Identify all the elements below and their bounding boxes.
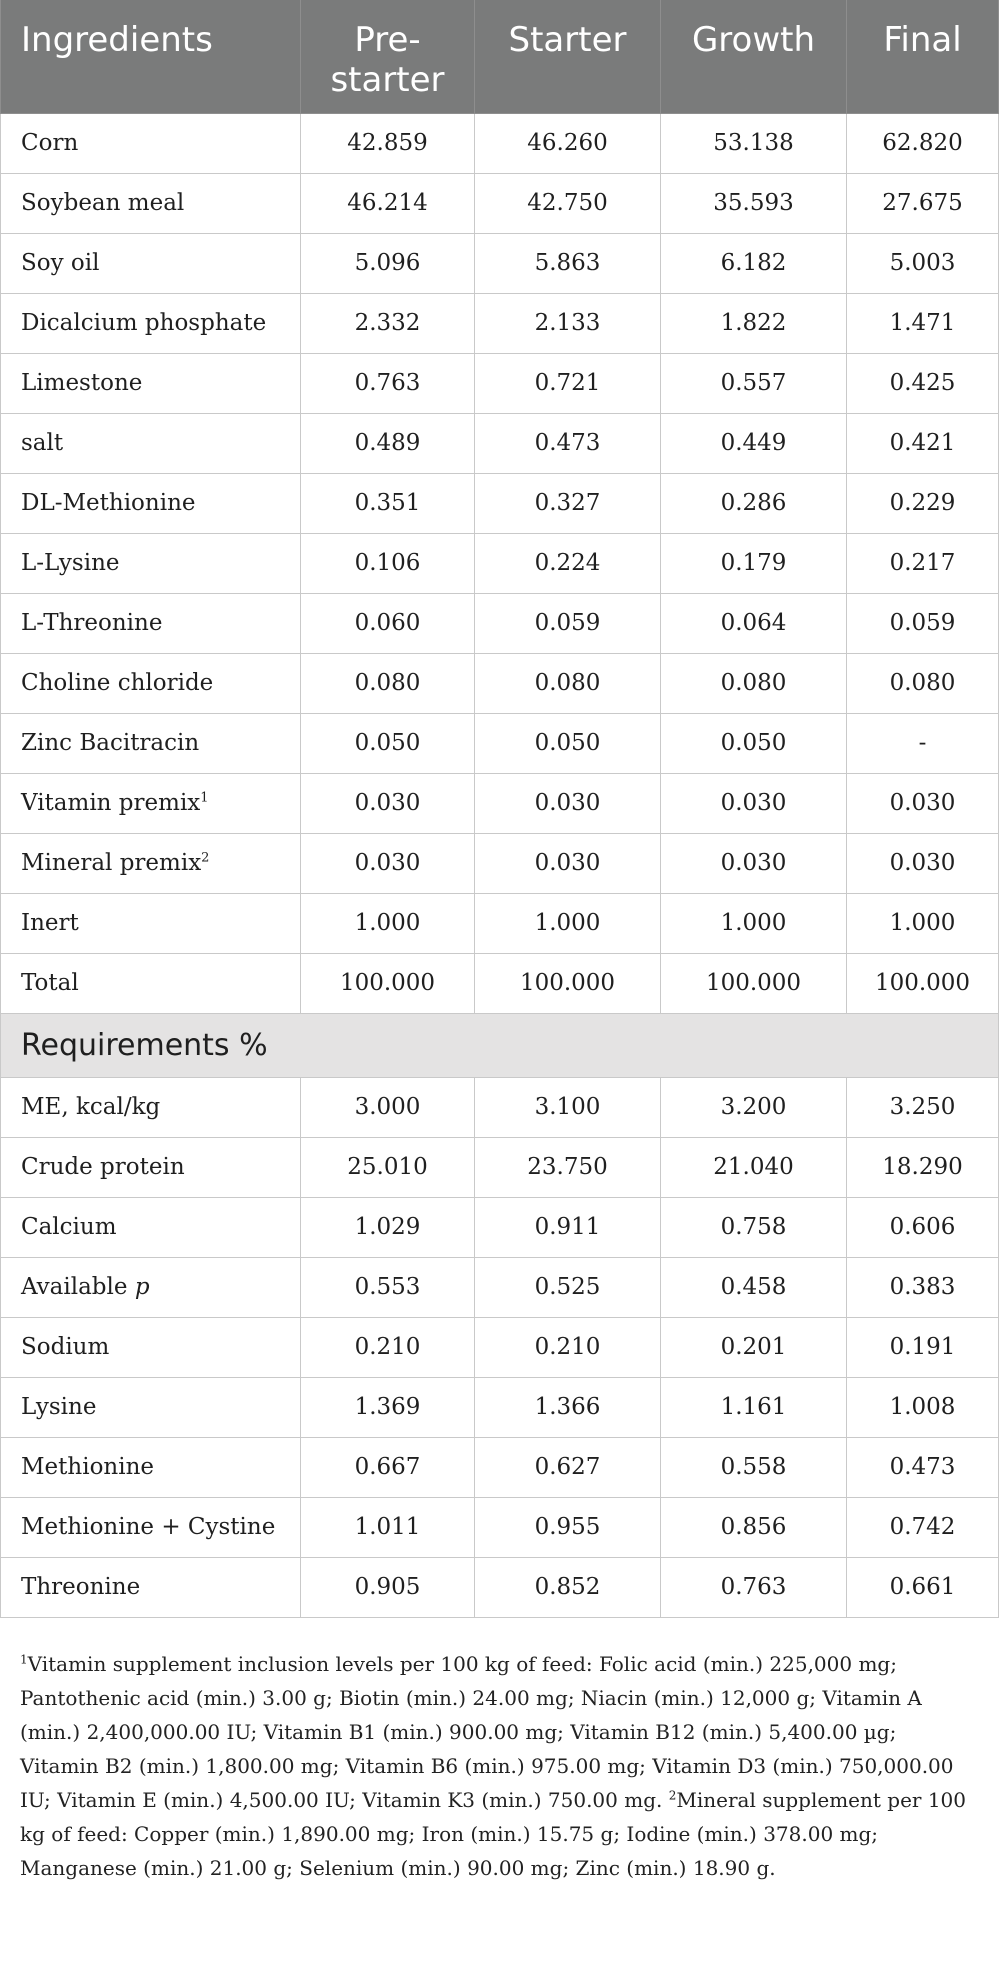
row-label-text: Dicalcium phosphate [21, 310, 267, 336]
table-row [1, 1137, 999, 1197]
value-cell: 0.458 [661, 1257, 847, 1317]
value-cell: 0.351 [301, 473, 475, 533]
value-cell: 62.820 [847, 113, 999, 173]
value-cell: 1.000 [475, 893, 661, 953]
value-cell: 100.000 [475, 953, 661, 1013]
value-cell: 0.210 [301, 1317, 475, 1377]
row-label [1, 1317, 301, 1377]
value-cell: 0.606 [847, 1197, 999, 1257]
value-cell: - [847, 713, 999, 773]
value-cell: 100.000 [661, 953, 847, 1013]
row-label [1, 713, 301, 773]
row-label-text: Available [21, 1274, 135, 1300]
row-label-text: Total [21, 970, 79, 996]
column-header: Pre- starter [301, 0, 475, 113]
italic-symbol: p [134, 1274, 150, 1300]
table-row [1, 233, 999, 293]
row-label-text: Crude protein [21, 1154, 185, 1180]
requirements-section-row [1, 1013, 999, 1077]
row-label [1, 1197, 301, 1257]
row-label [1, 1497, 301, 1557]
value-cell: 0.763 [301, 353, 475, 413]
column-header: Final [847, 0, 999, 113]
value-cell: 0.421 [847, 413, 999, 473]
value-cell: 0.489 [301, 413, 475, 473]
footnote-1-text: Vitamin supplement inclusion levels per 100 kg of feed: Folic acid (min.) 225,000 mg; Pantothenic acid (min.) 3.00 g; Biotin (min.) 24.00 mg; Niacin (min.) 12,000 g; Vitamin A (min.) 2,400,000.00 IU; Vitamin B1 (min.) 900.00 mg; Vitamin B12 (min.) 5,400.00 µg; Vitamin B2 (min.) 1,800.00 mg; Vitamin B6 (min.) 975.00 mg; Vitamin D3 (min.) 750,000.00 IU; Vitamin E (min.) 4,500.00 IU; Vitamin K3 (min.) 750.00 mg. [20, 1652, 954, 1812]
table-row [1, 1197, 999, 1257]
row-label [1, 1137, 301, 1197]
value-cell: 0.229 [847, 473, 999, 533]
value-cell: 23.750 [475, 1137, 661, 1197]
value-cell: 0.449 [661, 413, 847, 473]
row-label [1, 413, 301, 473]
row-label [1, 233, 301, 293]
row-label-text: Methionine + Cystine [21, 1514, 276, 1540]
row-label-text: salt [21, 430, 64, 456]
value-cell: 0.525 [475, 1257, 661, 1317]
row-label-text: Lysine [21, 1394, 97, 1420]
value-cell: 21.040 [661, 1137, 847, 1197]
value-cell: 0.050 [301, 713, 475, 773]
column-header: Growth [661, 0, 847, 113]
value-cell: 3.250 [847, 1077, 999, 1137]
row-label-text: ME, kcal/kg [21, 1094, 161, 1120]
value-cell: 0.080 [847, 653, 999, 713]
value-cell: 46.214 [301, 173, 475, 233]
value-cell: 2.133 [475, 293, 661, 353]
value-cell: 0.852 [475, 1557, 661, 1617]
value-cell: 0.425 [847, 353, 999, 413]
table-header [1, 0, 999, 113]
row-label [1, 593, 301, 653]
value-cell: 0.383 [847, 1257, 999, 1317]
row-label [1, 893, 301, 953]
row-label [1, 293, 301, 353]
value-cell: 0.627 [475, 1437, 661, 1497]
row-label [1, 773, 301, 833]
row-label [1, 113, 301, 173]
value-cell: 0.763 [661, 1557, 847, 1617]
table-row [1, 1317, 999, 1377]
row-label [1, 353, 301, 413]
value-cell: 1.011 [301, 1497, 475, 1557]
row-label-text: Threonine [21, 1574, 141, 1600]
value-cell: 6.182 [661, 233, 847, 293]
table-row [1, 293, 999, 353]
value-cell: 46.260 [475, 113, 661, 173]
column-header: Starter [475, 0, 661, 113]
table-row [1, 173, 999, 233]
value-cell: 18.290 [847, 1137, 999, 1197]
value-cell: 0.080 [475, 653, 661, 713]
value-cell: 0.327 [475, 473, 661, 533]
value-cell: 0.856 [661, 1497, 847, 1557]
footnote-marker: 2 [201, 850, 210, 866]
table-row [1, 1377, 999, 1437]
value-cell: 0.064 [661, 593, 847, 653]
table-row [1, 353, 999, 413]
row-label-text: Calcium [21, 1214, 117, 1240]
header-row [1, 0, 999, 113]
value-cell: 0.106 [301, 533, 475, 593]
value-cell: 0.667 [301, 1437, 475, 1497]
table-row [1, 473, 999, 533]
table-row [1, 413, 999, 473]
value-cell: 27.675 [847, 173, 999, 233]
value-cell: 0.080 [301, 653, 475, 713]
value-cell: 1.822 [661, 293, 847, 353]
value-cell: 0.191 [847, 1317, 999, 1377]
row-label [1, 1257, 301, 1317]
row-label-text: Zinc Bacitracin [21, 730, 200, 756]
value-cell: 0.030 [661, 833, 847, 893]
row-label [1, 1557, 301, 1617]
value-cell: 1.008 [847, 1377, 999, 1437]
value-cell: 0.911 [475, 1197, 661, 1257]
value-cell: 0.030 [661, 773, 847, 833]
footnote-2-marker: 2 [668, 1788, 677, 1803]
row-label-text: Vitamin premix [21, 790, 201, 816]
footnote-1-marker: 1 [20, 1652, 28, 1667]
row-label [1, 1437, 301, 1497]
row-label-text: Sodium [21, 1334, 110, 1360]
row-label-text: L-Lysine [21, 550, 120, 576]
value-cell: 0.758 [661, 1197, 847, 1257]
value-cell: 0.201 [661, 1317, 847, 1377]
table-footnotes [20, 1647, 980, 1885]
row-label [1, 473, 301, 533]
row-label [1, 953, 301, 1013]
row-label [1, 653, 301, 713]
value-cell: 1.000 [661, 893, 847, 953]
value-cell: 42.750 [475, 173, 661, 233]
value-cell: 1.366 [475, 1377, 661, 1437]
row-label [1, 1377, 301, 1437]
value-cell: 0.286 [661, 473, 847, 533]
table-row [1, 833, 999, 893]
value-cell: 2.332 [301, 293, 475, 353]
table-row [1, 773, 999, 833]
table-row [1, 1557, 999, 1617]
value-cell: 0.030 [475, 833, 661, 893]
value-cell: 0.661 [847, 1557, 999, 1617]
value-cell: 1.000 [847, 893, 999, 953]
row-label-text: DL-Methionine [21, 490, 196, 516]
value-cell: 0.905 [301, 1557, 475, 1617]
row-label [1, 533, 301, 593]
row-label [1, 173, 301, 233]
row-label [1, 1077, 301, 1137]
value-cell: 3.100 [475, 1077, 661, 1137]
table-row [1, 1437, 999, 1497]
value-cell: 100.000 [301, 953, 475, 1013]
value-cell: 25.010 [301, 1137, 475, 1197]
value-cell: 0.473 [475, 413, 661, 473]
value-cell: 0.059 [847, 593, 999, 653]
value-cell: 1.161 [661, 1377, 847, 1437]
row-label [1, 833, 301, 893]
value-cell: 5.863 [475, 233, 661, 293]
row-label-text: Inert [21, 910, 79, 936]
value-cell: 0.050 [475, 713, 661, 773]
row-label-text: Mineral premix [21, 850, 202, 876]
value-cell: 0.030 [475, 773, 661, 833]
row-label-text: Soy oil [21, 250, 100, 276]
value-cell: 0.030 [847, 773, 999, 833]
value-cell: 0.050 [661, 713, 847, 773]
value-cell: 0.059 [475, 593, 661, 653]
footnote-marker: 1 [200, 790, 209, 806]
row-label-text: Choline chloride [21, 670, 214, 696]
value-cell: 1.471 [847, 293, 999, 353]
value-cell: 1.369 [301, 1377, 475, 1437]
value-cell: 0.553 [301, 1257, 475, 1317]
table-row [1, 713, 999, 773]
table-body [1, 113, 999, 1617]
row-label-text: Limestone [21, 370, 143, 396]
table-row [1, 893, 999, 953]
value-cell: 0.224 [475, 533, 661, 593]
value-cell: 1.029 [301, 1197, 475, 1257]
row-label-text: Methionine [21, 1454, 155, 1480]
value-cell: 0.742 [847, 1497, 999, 1557]
value-cell: 5.003 [847, 233, 999, 293]
value-cell: 0.955 [475, 1497, 661, 1557]
value-cell: 0.030 [847, 833, 999, 893]
value-cell: 35.593 [661, 173, 847, 233]
value-cell: 0.080 [661, 653, 847, 713]
value-cell: 0.030 [301, 773, 475, 833]
value-cell: 5.096 [301, 233, 475, 293]
table-row [1, 1257, 999, 1317]
value-cell: 3.200 [661, 1077, 847, 1137]
value-cell: 0.473 [847, 1437, 999, 1497]
value-cell: 0.557 [661, 353, 847, 413]
table-row [1, 533, 999, 593]
column-header: Ingredients [1, 0, 301, 113]
value-cell: 53.138 [661, 113, 847, 173]
row-label-text: Soybean meal [21, 190, 185, 216]
table-row [1, 593, 999, 653]
value-cell: 0.030 [301, 833, 475, 893]
value-cell: 1.000 [301, 893, 475, 953]
row-label-text: L-Threonine [21, 610, 163, 636]
table-row [1, 113, 999, 173]
footnote-2-text: Mineral supplement per 100 kg of feed: Copper (min.) 1,890.00 mg; Iron (min.) 15.75 g; Iodine (min.) 378.00 mg; Manganese (min.) 21.00 g; Selenium (min.) 90.00 mg; Zinc (min.) 18.90 g. [20, 1788, 966, 1880]
table-row [1, 1497, 999, 1557]
table-row [1, 1077, 999, 1137]
value-cell: 0.179 [661, 533, 847, 593]
value-cell: 0.210 [475, 1317, 661, 1377]
table-row [1, 953, 999, 1013]
value-cell: 0.721 [475, 353, 661, 413]
row-label-text: Corn [21, 130, 79, 156]
value-cell: 42.859 [301, 113, 475, 173]
value-cell: 0.558 [661, 1437, 847, 1497]
value-cell: 3.000 [301, 1077, 475, 1137]
section-title: Requirements % [1, 1013, 999, 1077]
value-cell: 0.060 [301, 593, 475, 653]
table-row [1, 653, 999, 713]
value-cell: 0.217 [847, 533, 999, 593]
value-cell: 100.000 [847, 953, 999, 1013]
